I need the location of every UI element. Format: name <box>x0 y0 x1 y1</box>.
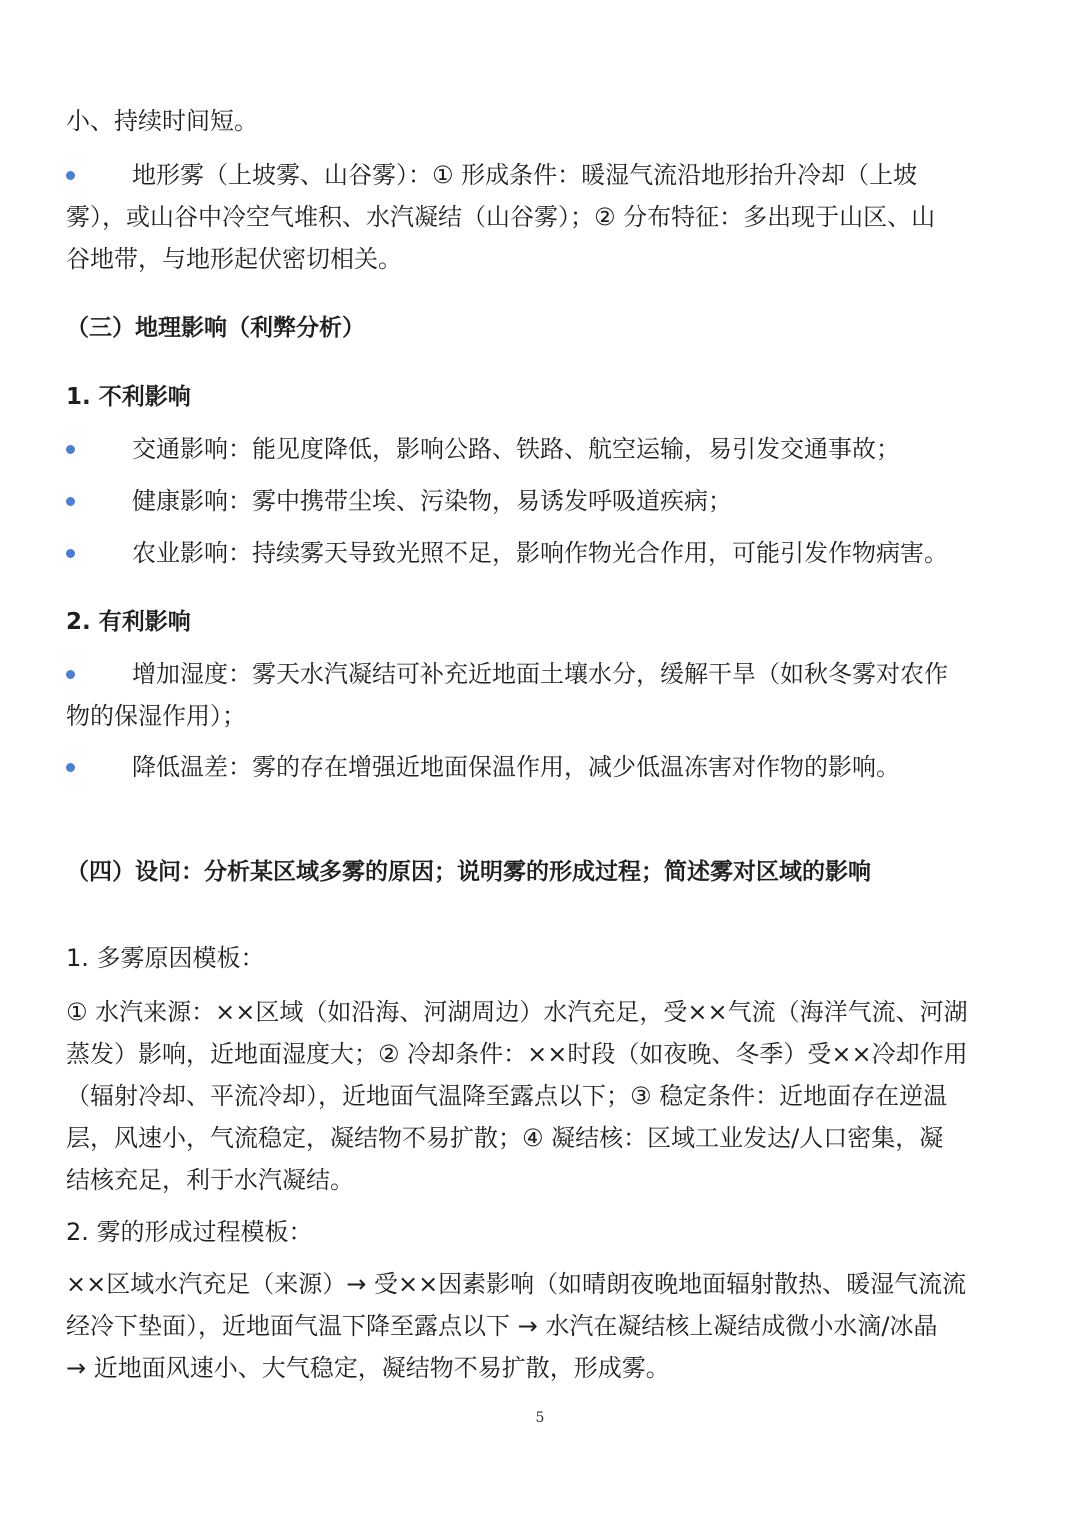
text-line: ××区域水汽充足（来源）→ 受××因素影响（如晴朗夜晚地面辐射散热、暖湿气流流 <box>66 1270 967 1298</box>
subsection-heading: 2. 有利影响 <box>66 609 191 635</box>
text-line: 雾），或山谷中冷空气堆积、水汽凝结（山谷雾）；② 分布特征：多出现于山区、山 <box>66 203 936 231</box>
bullet-dot-icon <box>66 497 75 506</box>
text-line: 蒸发）影响，近地面湿度大；② 冷却条件：××时段（如夜晚、冬季）受××冷却作用 <box>66 1040 968 1068</box>
text-line: 地形雾（上坡雾、山谷雾）：① 形成条件：暖湿气流沿地形抬升冷却（上坡 <box>132 161 918 189</box>
text-line: 层，风速小，气流稳定，凝结物不易扩散；④ 凝结核：区域工业发达/人口密集，凝 <box>66 1124 944 1152</box>
bullet-dot-icon <box>66 670 75 679</box>
text-line: 增加湿度：雾天水汽凝结可补充近地面土壤水分，缓解干旱（如秋冬雾对农作 <box>132 660 948 688</box>
page-number: 5 <box>535 1410 545 1426</box>
text-line: 农业影响：持续雾天导致光照不足，影响作物光合作用，可能引发作物病害。 <box>132 539 948 567</box>
text-line: 小、持续时间短。 <box>66 107 258 135</box>
text-line: （辐射冷却、平流冷却），近地面气温降至露点以下；③ 稳定条件：近地面存在逆温 <box>66 1082 948 1110</box>
section-heading: （三）地理影响（利弊分析） <box>66 315 365 341</box>
bullet-dot-icon <box>66 445 75 454</box>
text-line: 交通影响：能见度降低，影响公路、铁路、航空运输，易引发交通事故； <box>132 435 900 463</box>
text-line: 健康影响：雾中携带尘埃、污染物，易诱发呼吸道疾病； <box>132 487 732 515</box>
text-line: 经冷下垫面），近地面气温下降至露点以下 → 水汽在凝结核上凝结成微小水滴/冰晶 <box>66 1312 938 1340</box>
section-heading: （四）设问：分析某区域多雾的原因；说明雾的形成过程；简述雾对区域的影响 <box>66 859 871 885</box>
bullet-dot-icon <box>66 763 75 772</box>
text-line: ① 水汽来源：××区域（如沿海、河湖周边）水汽充足，受××气流（海洋气流、河湖 <box>66 998 968 1026</box>
subsection-heading: 2. 雾的形成过程模板： <box>66 1218 313 1246</box>
text-line: 物的保湿作用）； <box>66 702 246 730</box>
text-line: 结核充足，利于水汽凝结。 <box>66 1166 354 1194</box>
subsection-heading: 1. 不利影响 <box>66 384 191 410</box>
bullet-dot-icon <box>66 549 75 558</box>
subsection-heading: 1. 多雾原因模板： <box>66 944 265 972</box>
bullet-dot-icon <box>66 171 75 180</box>
text-line: 谷地带，与地形起伏密切相关。 <box>66 245 402 273</box>
text-line: 降低温差：雾的存在增强近地面保温作用，减少低温冻害对作物的影响。 <box>132 753 900 781</box>
text-line: → 近地面风速小、大气稳定，凝结物不易扩散，形成雾。 <box>66 1354 670 1382</box>
